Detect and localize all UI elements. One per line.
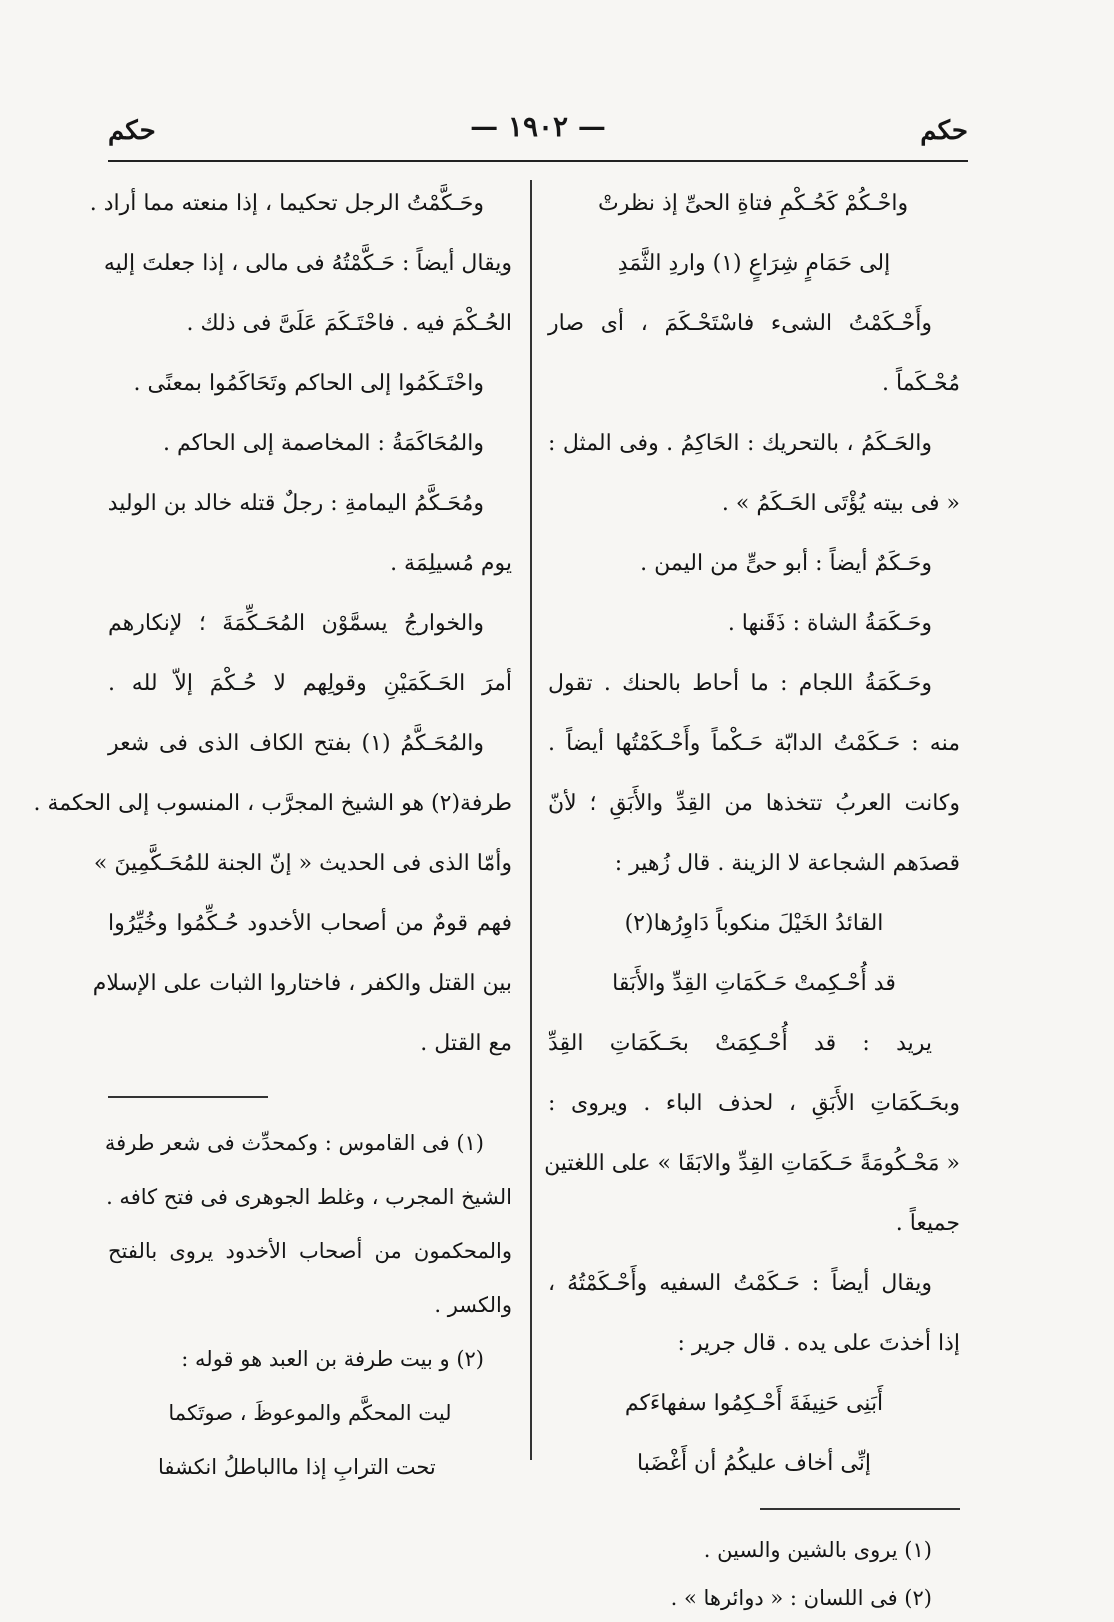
text-line: ويقال أيضاً : حَـكَمْتُ السفيه وأَحْـكَمْتُهُ ، — [548, 1271, 932, 1296]
verse-line: واحْـكُمْ كَحُـكْمِ فتاةِ الحىِّ إذ نظرتْ — [598, 191, 909, 216]
column-divider — [530, 180, 532, 1460]
footnote: والمحكمون من أصحاب الأخدود يروى بالفتح — [108, 1239, 512, 1263]
text-line: وحَـكَمَةُ اللجام : ما أحاط بالحنك . تقول — [548, 671, 932, 696]
left-column — [33, 174, 512, 1494]
text-line: واحْتَـكَمُوا إلى الحاكم وتَحَاكَمُوا بمعنًى . — [133, 371, 484, 396]
text-line: فهم قومٌ من أصحاب الأخدود حُـكِّمُوا وخُيِّرُوا — [108, 911, 512, 936]
footnote: (١) فى القاموس : وكمحدِّث فى شعر طرفة — [104, 1131, 484, 1155]
text-line: طرفة(٢) هو الشيخ المجرَّب ، المنسوب إلى الحكمة . — [33, 791, 512, 816]
text-line: جميعاً . — [895, 1211, 960, 1236]
text-line: بين القتل والكفر ، فاختاروا الثبات على الإسلام — [92, 971, 512, 996]
footnote-verse: تحت الترابِ إذا ماالباطلُ انكشفا — [158, 1455, 436, 1479]
verse-line: إلى حَمَامٍ شِرَاعٍ (١) واردِ الثَّمَدِ — [617, 251, 891, 276]
text-line: وكانت العربُ تتخذها من القِدِّ والأَبَقِ ؛ لأنّ — [548, 791, 960, 816]
text-line: يريد : قد أُحْـكِمَتْ بحَـكَمَاتِ القِدِّ — [548, 1031, 932, 1056]
footnote-separator — [760, 1508, 960, 1510]
verse-line: القائدُ الخَيْلَ منكوباً دَاوِرُها(٢) — [624, 911, 884, 936]
text-line: والمُحَاكَمَةُ : المخاصمة إلى الحاكم . — [162, 431, 484, 456]
header-entry-word-right: حكم — [920, 116, 968, 146]
footnotes — [548, 1526, 960, 1622]
text-line: قصدَهم الشجاعة لا الزينة . قال زُهير : — [614, 851, 960, 876]
text-line: وحَـكَمَةُ الشاة : ذَقَنها . — [727, 611, 932, 636]
text-line: والمُحَـكَّمُ (١) بفتح الكاف الذى فى شعر — [108, 731, 484, 756]
footnote: (٢) فى اللسان : « دوائرها » . — [670, 1586, 932, 1610]
header-entry-word-left: حكم — [108, 116, 156, 146]
page-header — [108, 110, 968, 160]
text-line: مع القتل . — [420, 1031, 512, 1056]
text-line: منه : حَـكَمْتُ الدابّة حَـكْماً وأَحْـكَمْتُها أيضاً . — [548, 731, 960, 756]
text-line: والخوارجُ يسمَّوْن المُحَـكِّمَةَ ؛ لإنكارهم — [108, 611, 484, 636]
verse-line: إنِّى أخاف عليكُمُ أن أَغْضَبا — [637, 1451, 871, 1476]
text-line: ومُحَـكَّمُ اليمامةِ : رجلٌ قتله خالد بن الوليد — [107, 491, 484, 516]
verse-line: أَبَنِى حَنِيفَةَ أَحْـكِمُوا سفهاءَكم — [624, 1391, 884, 1416]
footnote-verse: ليت المحكَّم والموعوظَ ، صوتَكما — [168, 1401, 452, 1425]
text-line: والحَـكَمُ ، بالتحريك : الحَاكِمُ . وفى المثل : — [548, 431, 932, 456]
text-line: وحَـكَّمْتُ الرجل تحكيما ، إذا منعته مما أراد . — [89, 191, 484, 216]
header-rule — [108, 160, 968, 162]
text-line: الحُـكْمَ فيه . فاحْتَـكَمَ عَلَىَّ فى ذلك . — [186, 311, 512, 336]
footnotes — [104, 1116, 512, 1494]
right-column — [544, 174, 960, 1622]
footnote: (١) يروى بالشين والسين . — [703, 1538, 932, 1562]
text-line: وأمّا الذى فى الحديث « إنّ الجنة للمُحَـكَّمِينَ » — [93, 851, 512, 876]
text-line: أمرَ الحَـكَمَيْنِ وقولِهم لا حُـكْمَ إلاّ لله . — [108, 671, 512, 696]
text-line: وحَـكَمٌ أيضاً : أبو حىٍّ من اليمن . — [640, 551, 932, 576]
footnote-separator — [108, 1096, 268, 1098]
text-line: ويقال أيضاً : حَـكَّمْتُهُ فى مالى ، إذا جعلتَ إليه — [103, 251, 512, 276]
page-number: — ١٩٠٢ — — [470, 110, 606, 143]
text-line: « مَحْـكُومَةً حَـكَمَاتِ القِدِّ والابَقَا » على اللغتين — [544, 1151, 960, 1176]
text-line: وأَحْـكَمْتُ الشىء فاسْتَحْـكَمَ ، أى صار — [548, 311, 932, 336]
footnote: (٢) و بيت طرفة بن العبد هو قوله : — [181, 1347, 484, 1371]
text-line: إذا أخذتَ على يده . قال جرير : — [677, 1331, 960, 1356]
footnote: الشيخ المجرب ، وغلط الجوهرى فى فتح كافه . — [106, 1185, 512, 1209]
text-line: « فى بيته يُؤْتَى الحَـكَمُ » . — [721, 491, 960, 516]
verse-line: قد أُحْـكِمتْ حَـكَمَاتِ القِدِّ والأَبَقا — [612, 971, 896, 996]
text-line: وبحَـكَمَاتِ الأَبَقِ ، لحذف الباء . ويروى : — [548, 1091, 960, 1116]
footnote: والكسر . — [434, 1293, 512, 1317]
text-line: مُحْـكَماً . — [882, 371, 960, 396]
text-line: يوم مُسيلِمَة . — [390, 551, 512, 576]
